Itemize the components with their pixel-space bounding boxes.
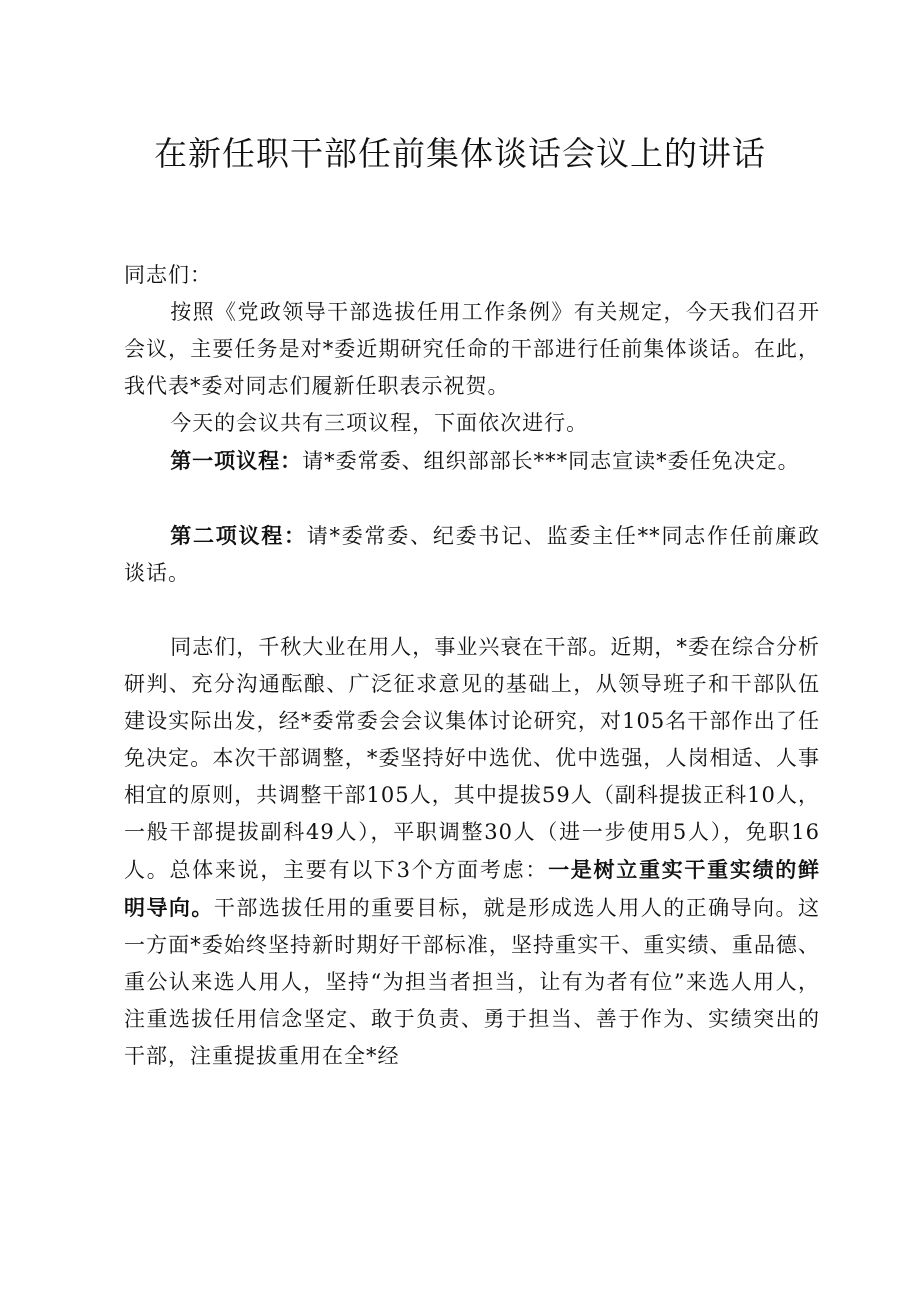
paragraph-main xyxy=(124,629,820,1075)
document-title: 在新任职干部任前集体谈话会议上的讲话 xyxy=(154,134,766,173)
agenda-item-1-label: 第一项议程： xyxy=(170,448,303,473)
paragraph-intro: 按照《党政领导干部选拔任用工作条例》有关规定，今天我们召开会议，主要任务是对*委近期研究任命的干部进行任前集体谈话。在此，我代表*委对同志们履新任职表示祝贺。 xyxy=(124,300,820,398)
spacer xyxy=(124,592,820,629)
spacer xyxy=(124,480,820,517)
paragraph-main-text: 同志们，千秋大业在用人，事业兴衰在干部。近期，*委在综合分析研判、充分沟通酝酿、广泛征求意见的基础上，从领导班子和干部队伍建设实际出发，经*委常委会会议集体讨论研究，对105名干部作出了任免决定。本次干部调整，*委坚持好中选优、优中选强，人岗相适、人事相宜的原则，共调整干部105人，其中提拔59人（副科提拔正科10人，一般干部提拔副科49人），平职调整30人（进一步使用5人），免职16人。总体来说，主要有以下3个方面考虑： xyxy=(124,635,820,882)
agenda-item-2-text: 请*委常委、纪委书记、监委主任**同志作任前廉政谈话。 xyxy=(124,524,821,585)
agenda-item-2 xyxy=(124,517,820,592)
salutation: 同志们： xyxy=(124,263,212,287)
paragraph-main-heading: 一是树立重实干重实绩的鲜明导向。 xyxy=(124,857,821,920)
agenda-item-1-text: 请*委常委、组织部部长***同志宣读*委任免决定。 xyxy=(302,449,800,473)
document-body xyxy=(124,257,820,1075)
agenda-item-1 xyxy=(124,442,820,480)
paragraph-agenda: 今天的会议共有三项议程，下面依次进行。 xyxy=(170,411,589,435)
paragraph-main-continued: 干部选拔任用的重要目标，就是形成选人用人的正确导向。这一方面*委始终坚持新时期好干部标准，坚持重实干、重实绩、重品德、重公认来选人用人，坚持“为担当者担当，让有为者有位”来选人用人，注重选拔任用信念坚定、敢于负责、勇于担当、善于作为、实绩突出的干部，注重提拔重用在全*经 xyxy=(124,896,821,1068)
agenda-item-2-label: 第二项议程： xyxy=(170,523,307,548)
